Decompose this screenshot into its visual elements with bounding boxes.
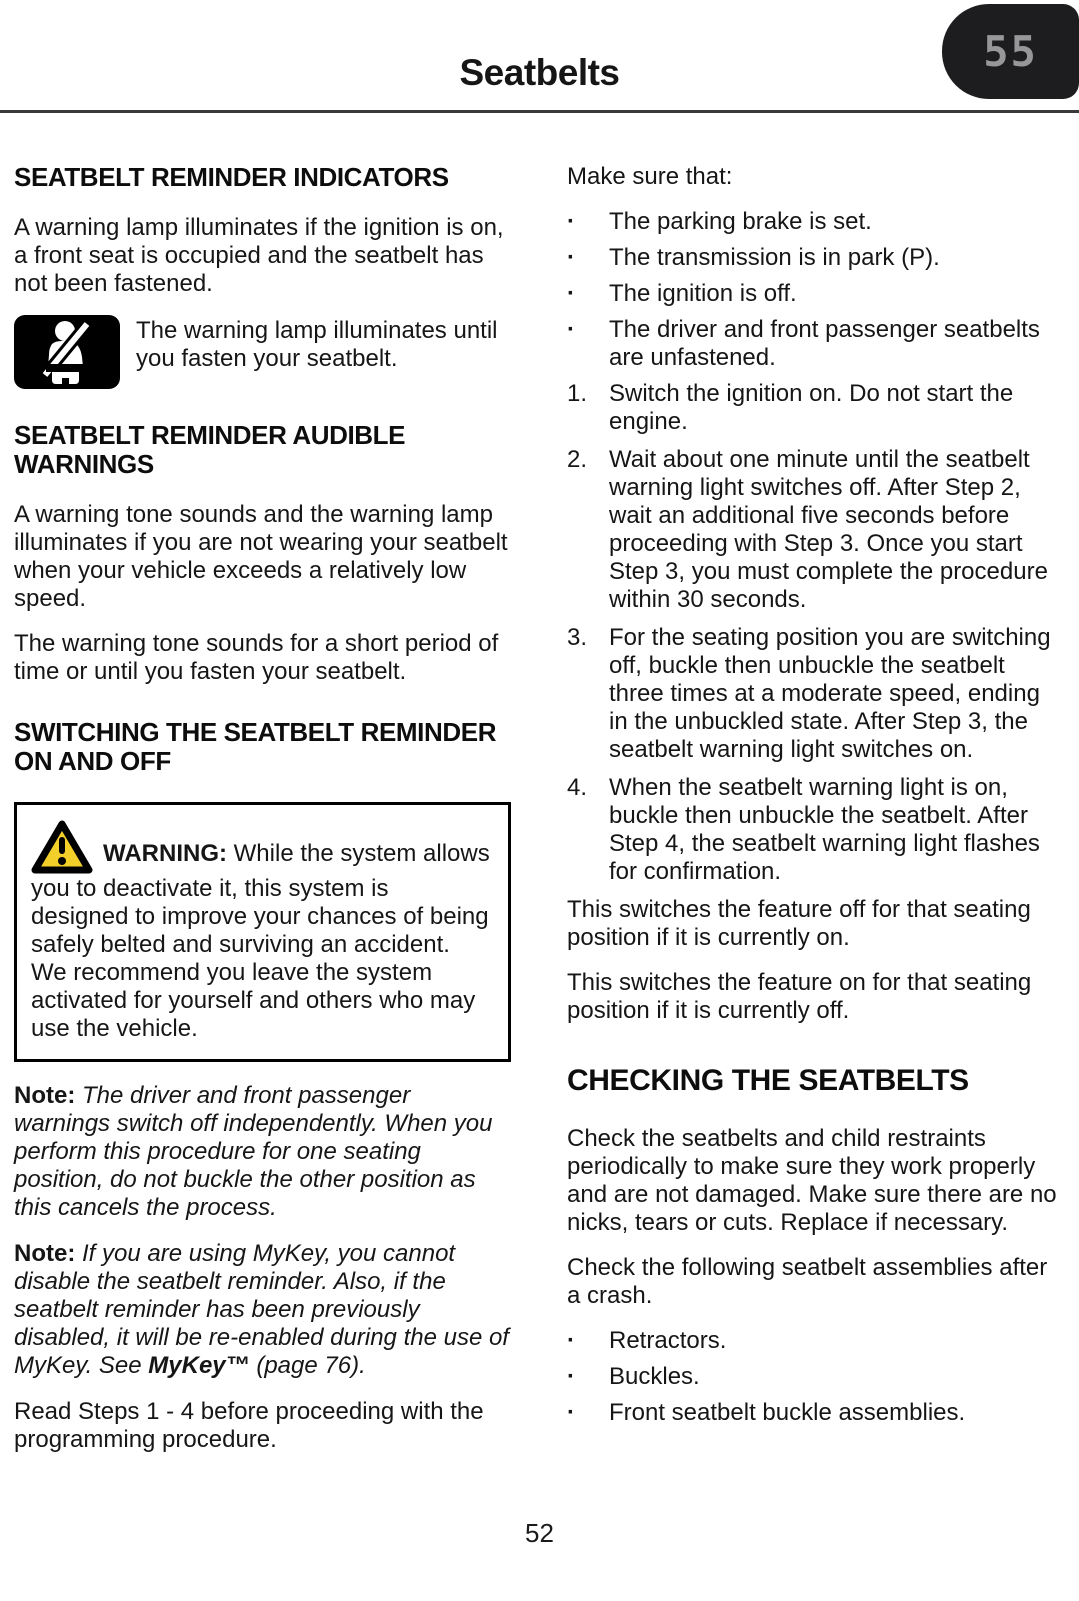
step-text: When the seatbelt warning light is on, buckle then unbuckle the seatbelt. After Step 4, the seatbelt warning light flashes for confirmation. xyxy=(609,774,1040,885)
step-item xyxy=(567,380,1064,436)
warning-box-text xyxy=(31,819,492,1043)
step-text: For the seating position you are switching off, buckle then unbuckle the seatbelt three times at a moderate speed, ending in the unbuckled state. After Step 3, the seatbelt warning light switches on. xyxy=(609,624,1051,763)
heading-switching-reminder: SWITCHING THE SEATBELT REMINDER ON AND OFF xyxy=(14,717,497,776)
step-number: 1. xyxy=(567,380,588,407)
heading-checking-seatbelts: CHECKING THE SEATBELTS xyxy=(567,1064,969,1097)
bullet-marker: · xyxy=(567,316,575,343)
right-column xyxy=(567,163,1064,1471)
note-text-pre: If you are using MyKey, you cannot disable the seatbelt reminder. Also, if the seatbelt reminder has been previously disabled, it will be re-enabled during the use of MyKey. See xyxy=(14,1240,509,1379)
step-number: 3. xyxy=(567,624,588,651)
bullet-marker: · xyxy=(567,1363,575,1390)
bullet-marker: · xyxy=(567,208,575,235)
list-item xyxy=(567,280,1064,308)
list-item xyxy=(567,208,1064,236)
warning-label: WARNING: xyxy=(103,840,227,867)
paragraph-warning-tone-2: The warning tone sounds for a short period of time or until you fasten your seatbelt. xyxy=(14,630,499,685)
step-text: Wait about one minute until the seatbelt warning light switches off. After Step 2, wait an additional five seconds before proceeding with Step 3. Once you start Step 3, you must complete the procedure within 30 seconds. xyxy=(609,446,1048,613)
warning-text: While the system allows you to deactivate it, this system is designed to improve your chances of being safely belted and surviving an accident. We recommend you leave the system activated for yourself and others who may use the vehicle. xyxy=(31,840,490,1042)
paragraph-switches-on: This switches the feature on for that seating position if it is currently off. xyxy=(567,969,1032,1024)
content-columns xyxy=(0,113,1079,1471)
paragraph-read-steps: Read Steps 1 - 4 before proceeding with the programming procedure. xyxy=(14,1398,484,1453)
bullet-text: The parking brake is set. xyxy=(609,208,872,235)
bullet-text: Buckles. xyxy=(609,1363,700,1390)
step-number: 4. xyxy=(567,774,588,801)
warning-lamp-caption: The warning lamp illuminates until you fasten your seatbelt. xyxy=(136,317,498,372)
warning-triangle-icon xyxy=(31,819,93,875)
heading-audible-warnings: SEATBELT REMINDER AUDIBLE WARNINGS xyxy=(14,420,406,479)
bullet-marker: · xyxy=(567,280,575,307)
step-item xyxy=(567,774,1064,886)
bullet-marker: · xyxy=(567,1327,575,1354)
step-item xyxy=(567,446,1064,614)
page-header xyxy=(0,0,1079,113)
make-sure-heading: Make sure that: xyxy=(567,163,733,190)
paragraph-check-periodically: Check the seatbelts and child restraints periodically to make sure they work properly and are not damaged. Make sure there are no nicks, tears or cuts. Replace if necessary. xyxy=(567,1125,1057,1236)
paragraph-check-after-crash: Check the following seatbelt assemblies after a crash. xyxy=(567,1254,1048,1309)
step-item xyxy=(567,624,1064,764)
step-number: 2. xyxy=(567,446,588,473)
note-text: The driver and front passenger warnings switch off independently. When you perform this procedure for one seating position, do not buckle the other position as this cancels the process. xyxy=(14,1082,493,1221)
left-column xyxy=(14,163,511,1471)
paragraph-switches-off: This switches the feature off for that seating position if it is currently on. xyxy=(567,896,1031,951)
chapter-number: 55 xyxy=(983,27,1038,76)
warning-box xyxy=(14,802,511,1062)
note-text-post: (page 76). xyxy=(249,1352,366,1379)
paragraph-warning-tone-1: A warning tone sounds and the warning lamp illuminates if you are not wearing your seatbelt when your vehicle exceeds a relatively low speed. xyxy=(14,501,508,612)
heading-seatbelt-reminder-indicators: SEATBELT REMINDER INDICATORS xyxy=(14,162,449,192)
note-mykey xyxy=(14,1240,511,1380)
bullet-text: The driver and front passenger seatbelts are unfastened. xyxy=(609,316,1040,371)
note-label: Note: xyxy=(14,1240,76,1267)
step-text: Switch the ignition on. Do not start the engine. xyxy=(609,380,1014,435)
bullet-marker: · xyxy=(567,1399,575,1426)
paragraph-warning-lamp: A warning lamp illuminates if the ignition is on, a front seat is occupied and the seatbelt has not been fastened. xyxy=(14,214,504,297)
footer-page-number: 52 xyxy=(525,1518,554,1548)
bullet-text: Retractors. xyxy=(609,1327,727,1354)
list-item xyxy=(567,1399,1064,1427)
warning-lamp-row xyxy=(14,315,511,389)
bullet-text: The transmission is in park (P). xyxy=(609,244,940,271)
list-item xyxy=(567,244,1064,272)
bullet-text: Front seatbelt buckle assemblies. xyxy=(609,1399,966,1426)
seatbelt-warning-lamp-icon xyxy=(14,315,120,389)
bullet-text: The ignition is off. xyxy=(609,280,797,307)
chapter-badge xyxy=(942,4,1079,99)
bullet-marker: · xyxy=(567,244,575,271)
page-title: Seatbelts xyxy=(459,52,620,93)
mykey-reference: MyKey™ xyxy=(148,1352,250,1379)
note-label: Note: xyxy=(14,1082,76,1109)
note-independent-switch xyxy=(14,1082,511,1222)
list-item xyxy=(567,1327,1064,1355)
list-item xyxy=(567,1363,1064,1391)
list-item xyxy=(567,316,1064,372)
